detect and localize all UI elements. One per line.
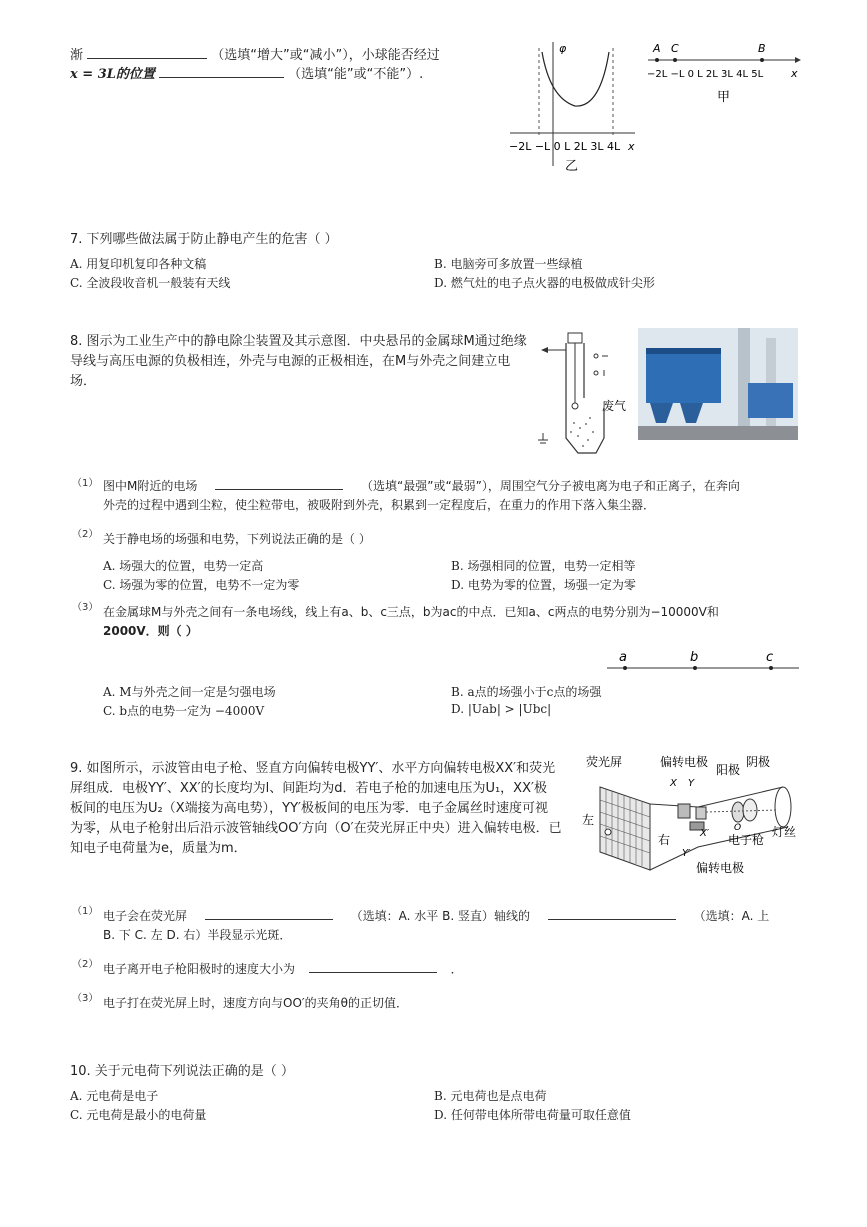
q8-field-line xyxy=(605,648,805,678)
q8-shell xyxy=(566,343,604,453)
fig-jia-ticks: −2L −L 0 L 2L 3L 4L 5L xyxy=(647,69,764,80)
q8-photo xyxy=(638,328,798,440)
fig-jia-label-c: C xyxy=(671,42,679,55)
q9-label-x: X xyxy=(670,778,677,789)
q8-photo-precipitator xyxy=(646,353,721,403)
q9-sub2-blank[interactable] xyxy=(309,960,437,973)
q8-stem-line3: 场． xyxy=(70,374,97,389)
q6-line2 xyxy=(70,63,423,82)
fig-yi-caption: 乙 xyxy=(565,159,579,174)
q8-sub1-number: （1） xyxy=(72,478,99,489)
q8-sub1-line2: 外壳的过程中遇到尘粒，使尘粒带电，被吸附到外壳，积累到一定程度后，在重力的作用下落入集尘器． xyxy=(103,498,656,512)
q9-label-anode: 阳极 xyxy=(716,763,741,777)
q9-anode xyxy=(732,802,744,822)
q8-point-c xyxy=(769,666,773,670)
q7-stem: 7. 下列哪些做法属于防止静电产生的危害（ ） xyxy=(70,232,338,247)
q8-top-cap xyxy=(568,333,582,343)
q6-line1 xyxy=(70,44,440,63)
q8-photo-roof xyxy=(646,348,721,354)
q9-sub2-line xyxy=(103,960,463,977)
q9-sub3-number: （3） xyxy=(72,993,99,1004)
q8-sub2-option-d[interactable]: D. 电势为零的位置，场强一定为零 xyxy=(451,578,636,592)
figure-yi xyxy=(505,38,640,178)
q9-tube-outline xyxy=(650,787,788,870)
q8-inlet-arrow xyxy=(541,347,548,353)
q8-schematic xyxy=(538,328,633,458)
q7-option-a[interactable]: A. 用复印机复印各种文稿 xyxy=(70,257,207,271)
fig-jia-point-a xyxy=(655,58,659,62)
q9-label-filament: 灯丝 xyxy=(772,825,797,839)
fig-jia-arrow xyxy=(795,57,801,63)
q9-label-right: 右 xyxy=(658,833,671,847)
q9-sub3-text: 电子打在荧光屏上时，速度方向与OO′的夹角θ的正切值． xyxy=(103,996,408,1010)
q8-sub2-option-c[interactable]: C. 场强为零的位置，电势不一定为零 xyxy=(103,578,300,592)
q9-sub2-number: （2） xyxy=(72,959,99,970)
q9-sub2-text: 电子离开电子枪阳极时的速度大小为 xyxy=(103,962,296,976)
q9-sub1-blank-1[interactable] xyxy=(205,907,333,920)
q8-label-a: a xyxy=(619,650,627,665)
q9-stem-line3: 板间的电压为U₂（X端接为高电势），YY′极板间的电压为零．电子金属丝时速度可视 xyxy=(70,801,548,816)
q9-sub1-line2: B. 下 C. 左 D. 右）半段显示光斑． xyxy=(103,928,292,942)
q9-plate-x xyxy=(696,807,706,819)
q9-label-xp: X′ xyxy=(700,828,710,839)
q8-sub2-option-b[interactable]: B. 场强相同的位置，电势一定相等 xyxy=(451,559,636,573)
q8-photo-side-unit xyxy=(748,383,793,418)
q8-point-b xyxy=(693,666,697,670)
fig-jia-point-b xyxy=(760,58,764,62)
q10-option-a[interactable]: A. 元电荷是电子 xyxy=(70,1089,159,1103)
q8-sub3-line1: 在金属球M与外壳之间有一条电场线，线上有a、b、c三点，b为ac的中点．已知a、c两点的电势分别为−10000V和 xyxy=(103,605,719,619)
q8-sub1-line1 xyxy=(103,477,740,494)
q9-oscilloscope-figure xyxy=(578,752,806,877)
q9-sub2-end: ． xyxy=(450,962,463,976)
q9-cathode xyxy=(743,799,757,821)
q8-sub2-number: （2） xyxy=(72,529,99,540)
q6-line2-suffix: （选填“能”或“不能”）. xyxy=(288,67,424,82)
q9-plate-y xyxy=(678,804,690,818)
fig-jia-xlabel: x xyxy=(791,67,798,80)
q9-stem-line4: 为零，从电子枪射出后沿示波管轴线OO′方向（O′在荧光屏正中央）进入偏转电极．已 xyxy=(70,821,562,836)
q9-label-deflector: 偏转电极 xyxy=(660,755,709,769)
q7-option-d[interactable]: D. 燃气灶的电子点火器的电极做成针尖形 xyxy=(434,276,655,290)
q9-label-y: Y xyxy=(688,778,695,789)
q8-sub2-option-a[interactable]: A. 场强大的位置，电势一定高 xyxy=(103,559,264,573)
q9-stem-line2: 屏组成．电极YY′、XX′的长度均为l、间距均为d．若电子枪的加速电压为U₁，XX′极 xyxy=(70,781,547,796)
q6-blank-1[interactable] xyxy=(87,46,207,59)
q8-point-a xyxy=(623,666,627,670)
q8-fig-label: 废气 xyxy=(602,399,627,413)
fig-jia-label-a: A xyxy=(653,42,661,55)
q9-screen xyxy=(600,787,650,870)
q9-label-deflector-bottom: 偏转电极 xyxy=(696,861,745,875)
q9-screen-spot xyxy=(605,829,611,835)
q8-terminal-pos xyxy=(594,371,598,375)
figure-jia xyxy=(645,38,805,108)
q8-terminal-neg xyxy=(594,354,598,358)
q8-sub1-text-b: （选填“最强”或“最弱”），周围空气分子被电离为电子和正离子，在奔向 xyxy=(361,479,740,493)
q10-stem: 10. 关于元电荷下列说法正确的是（ ） xyxy=(70,1064,294,1079)
q9-tube-end xyxy=(775,787,791,827)
fig-jia-label-b: B xyxy=(758,42,766,55)
q7-option-b[interactable]: B. 电脑旁可多放置一些绿植 xyxy=(434,257,583,271)
q9-label-cathode: 阴极 xyxy=(746,755,771,769)
q10-option-d[interactable]: D. 任何带电体所带电荷量可取任意值 xyxy=(434,1108,631,1122)
q9-sub1-line1 xyxy=(103,907,769,924)
q8-dust xyxy=(570,417,594,447)
q9-sub1-number: （1） xyxy=(72,906,99,917)
q9-sub1-blank-2[interactable] xyxy=(548,907,676,920)
fig-yi-ticks: −2L −L 0 L 2L 3L 4L xyxy=(509,140,621,153)
fig-yi-xlabel: x xyxy=(628,140,635,153)
q8-sub3-option-d[interactable]: D. |Uab| > |Ubc| xyxy=(451,702,552,716)
q9-sub1-text-b: （选填：A. 水平 B. 竖直）轴线的 xyxy=(350,909,530,923)
q8-sub3-line2: 2000V．则（ ） xyxy=(103,624,198,638)
fig-jia-caption: 甲 xyxy=(717,90,731,105)
q6-line1-suffix: （选填“增大”或“减小”），小球能否经过 xyxy=(211,48,440,63)
q9-stem-line5: 知电子电荷量为e，质量为m． xyxy=(70,841,247,856)
q9-label-o: O xyxy=(734,823,742,833)
q6-line1-prefix: 渐 xyxy=(70,48,84,63)
q6-blank-2[interactable] xyxy=(159,65,284,78)
fig-yi-ylabel: φ xyxy=(559,42,567,55)
q9-sub1-text-a: 电子会在荧光屏 xyxy=(103,909,188,923)
q7-option-c[interactable]: C. 全波段收音机一般装有天线 xyxy=(70,276,231,290)
q9-stem-line1: 9. 如图所示，示波管由电子枪、竖直方向偏转电极YY′、水平方向偏转电极XX′和荧光 xyxy=(70,761,556,776)
q9-sub1-text-c: （选填：A. 上 xyxy=(693,909,770,923)
q8-stem-line1: 8. 图示为工业生产中的静电除尘装置及其示意图．中央悬吊的金属球M通过绝缘 xyxy=(70,334,527,349)
q8-sub1-text: 图中M附近的电场 xyxy=(103,479,198,493)
q10-option-c[interactable]: C. 元电荷是最小的电荷量 xyxy=(70,1108,207,1122)
q10-option-b[interactable]: B. 元电荷也是点电荷 xyxy=(434,1089,547,1103)
q8-stem-line2: 导线与高压电源的负极相连，外壳与电源的正极相连，在M与外壳之间建立电 xyxy=(70,354,511,369)
q9-label-gun: 电子枪 xyxy=(728,833,765,847)
q8-metal-ball xyxy=(572,403,578,409)
q9-label-screen: 荧光屏 xyxy=(586,755,623,769)
q8-sub2-stem: 关于静电场的场强和电势，下列说法正确的是（ ） xyxy=(103,532,371,546)
q8-sub3-option-c[interactable]: C. b点的电势一定为 −4000V xyxy=(103,704,265,718)
q9-label-yp: Y′ xyxy=(682,848,691,859)
fig-jia-point-c xyxy=(673,58,677,62)
q8-label-b: b xyxy=(690,650,699,665)
q8-label-c: c xyxy=(766,650,774,665)
q8-sub3-number: （3） xyxy=(72,602,99,613)
q9-label-left: 左 xyxy=(582,813,595,827)
q6-line2-prefix: x = 3L的位置 xyxy=(70,67,155,82)
q8-sub3-option-a[interactable]: A. M与外壳之间一定是匀强电场 xyxy=(103,685,276,699)
fig-yi-curve xyxy=(542,52,609,106)
q8-sub1-blank[interactable] xyxy=(215,477,343,490)
q8-photo-ground xyxy=(638,426,798,440)
q8-sub3-option-b[interactable]: B. a点的场强小于c点的场强 xyxy=(451,685,602,699)
